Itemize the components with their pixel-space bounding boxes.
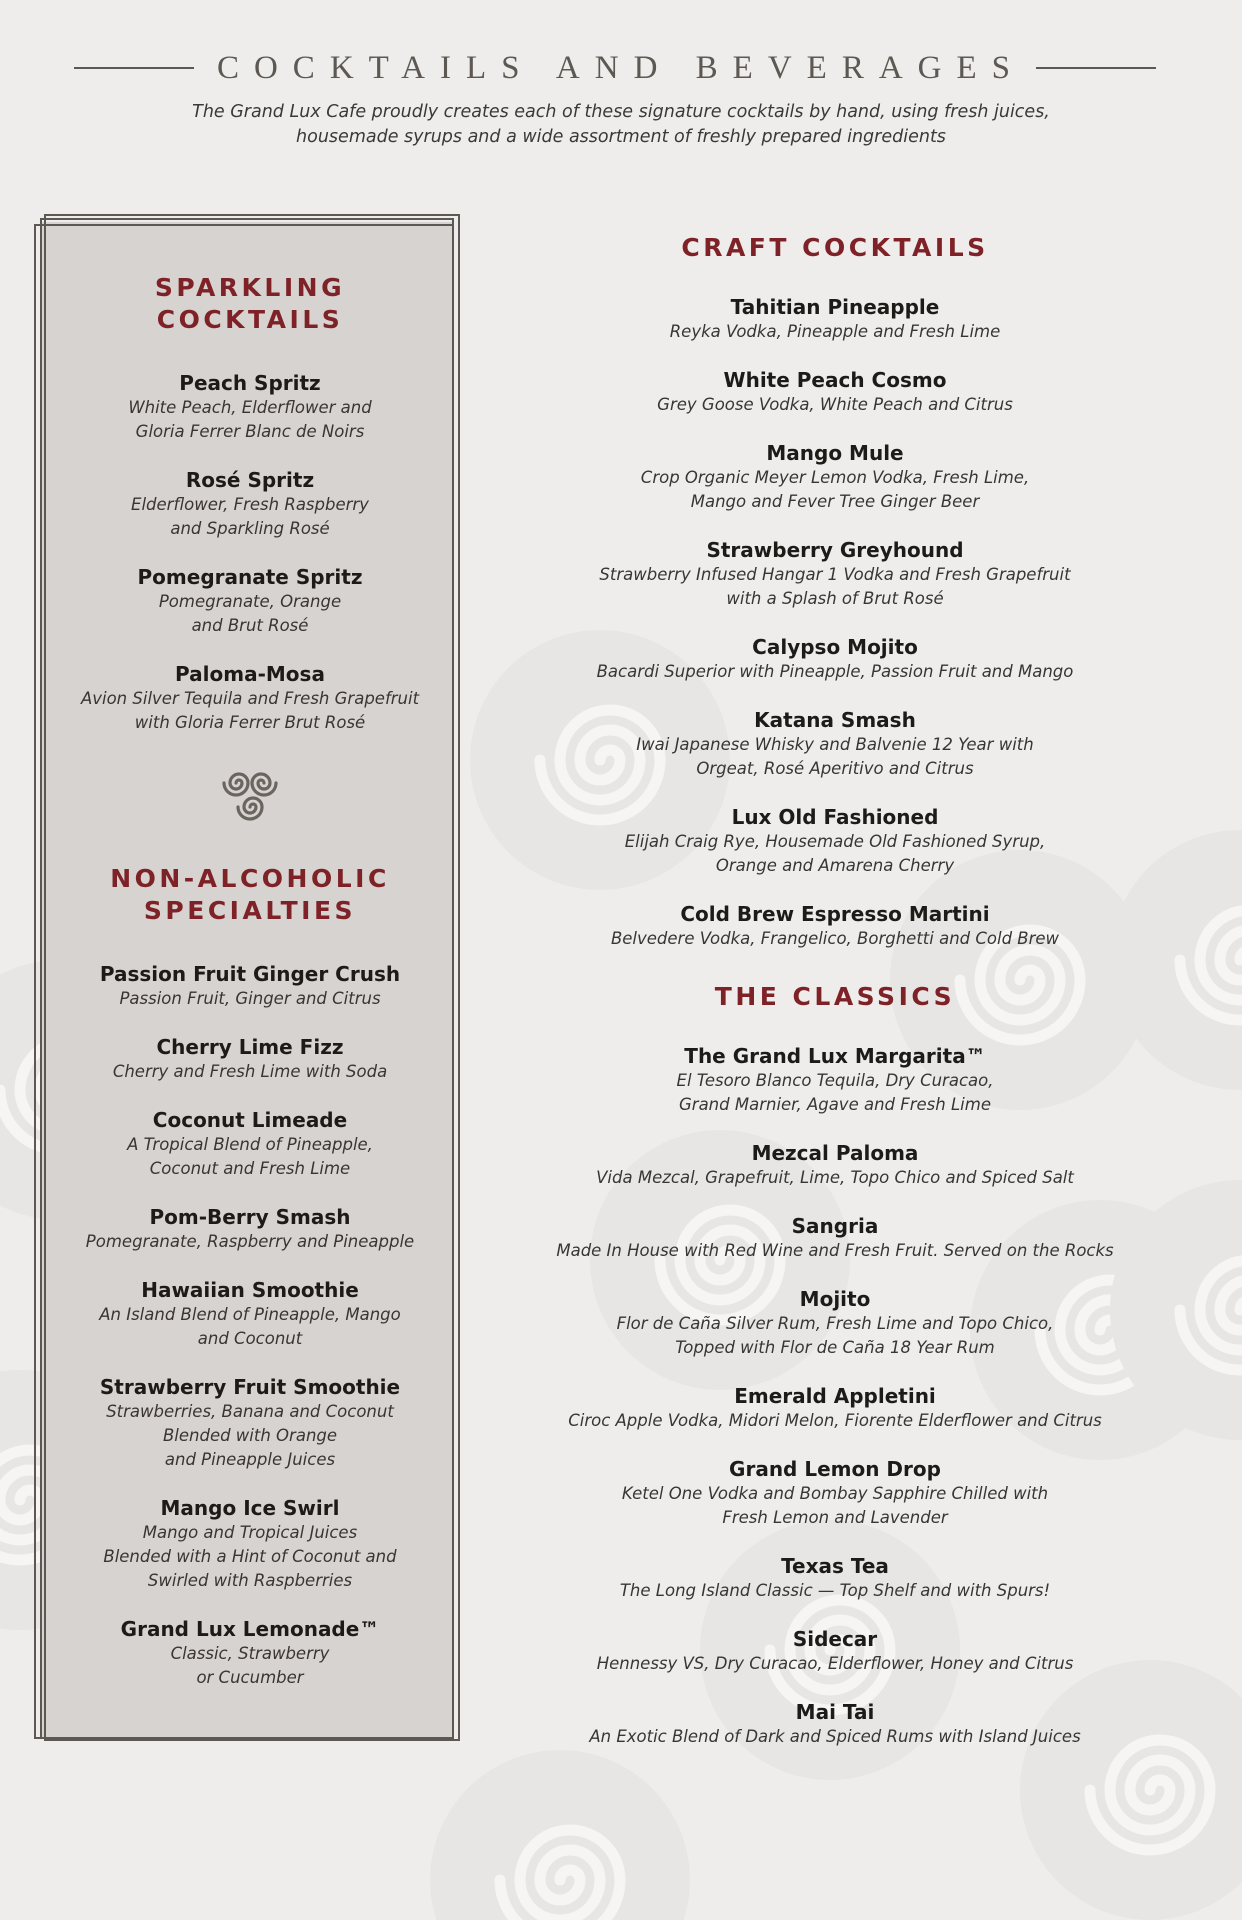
section-title-classics: THE CLASSICS — [714, 982, 956, 1011]
title-row — [0, 48, 1242, 88]
item-description: An Island Blend of Pineapple, Mango — [99, 1305, 401, 1324]
right-column — [520, 232, 1150, 1772]
item-description: Iwai Japanese Whisky and Balvenie 12 Year with — [636, 735, 1034, 754]
item-description: Mango and Fever Tree Ginger Beer — [690, 492, 980, 511]
menu-item — [60, 564, 440, 638]
menu-item — [520, 440, 1150, 514]
item-name: Cherry Lime Fizz — [156, 1035, 344, 1059]
item-name: Calypso Mojito — [752, 635, 918, 659]
menu-item — [520, 901, 1150, 951]
item-name: Mango Mule — [766, 441, 904, 465]
menu-item — [60, 961, 440, 1011]
item-description: A Tropical Blend of Pineapple, — [127, 1135, 373, 1154]
menu-item — [520, 1553, 1150, 1603]
item-description: Ciroc Apple Vodka, Midori Melon, Fiorente Elderflower and Citrus — [568, 1411, 1102, 1430]
item-description: Grey Goose Vodka, White Peach and Citrus — [657, 395, 1013, 414]
menu-item — [60, 1495, 440, 1593]
intro-line: housemade syrups and a wide assortment of freshly prepared ingredients — [296, 127, 946, 147]
item-description: Orgeat, Rosé Aperitivo and Citrus — [696, 759, 974, 778]
section-title-craft: CRAFT COCKTAILS — [681, 233, 989, 262]
menu-item — [60, 1204, 440, 1254]
item-name: Peach Spritz — [179, 371, 321, 395]
section-title-sparkling — [60, 272, 440, 336]
item-description: Avion Silver Tequila and Fresh Grapefruit — [80, 689, 420, 708]
page-header — [0, 48, 1242, 150]
item-description: Vida Mezcal, Grapefruit, Lime, Topo Chico and Spiced Salt — [596, 1168, 1074, 1187]
item-description: Topped with Flor de Caña 18 Year Rum — [675, 1338, 995, 1357]
item-name: Sidecar — [792, 1627, 878, 1651]
item-description: Pomegranate, Orange — [158, 592, 342, 611]
item-description: Strawberry Infused Hangar 1 Vodka and Fresh Grapefruit — [599, 565, 1071, 584]
item-name: Lux Old Fashioned — [731, 805, 939, 829]
item-description: Ketel One Vodka and Bombay Sapphire Chilled with — [621, 1484, 1049, 1503]
item-name: Pom-Berry Smash — [149, 1205, 351, 1229]
item-description: Elderflower, Fresh Raspberry — [131, 495, 369, 514]
item-name: Emerald Appletini — [734, 1384, 936, 1408]
menu-item — [520, 634, 1150, 684]
section-title-line: COCKTAILS — [156, 305, 344, 334]
item-description: and Brut Rosé — [191, 616, 309, 635]
menu-item — [520, 1043, 1150, 1117]
item-description: and Sparkling Rosé — [170, 519, 330, 538]
item-name: Strawberry Fruit Smoothie — [99, 1375, 401, 1399]
menu-item — [60, 1616, 440, 1690]
item-name: Paloma-Mosa — [175, 662, 325, 686]
menu-item — [520, 804, 1150, 878]
item-name: Mojito — [799, 1287, 871, 1311]
section-title-line: SPARKLING — [154, 273, 346, 302]
menu-item — [520, 1699, 1150, 1749]
item-description: An Exotic Blend of Dark and Spiced Rums with Island Juices — [589, 1727, 1081, 1746]
item-description: Hennessy VS, Dry Curacao, Elderflower, Honey and Citrus — [596, 1654, 1074, 1673]
item-name: Mai Tai — [795, 1700, 875, 1724]
item-name: Katana Smash — [754, 708, 916, 732]
menu-item — [60, 467, 440, 541]
item-description: The Long Island Classic — Top Shelf and with Spurs! — [619, 1581, 1051, 1600]
item-name: Tahitian Pineapple — [730, 295, 940, 319]
section-title-line: NON-ALCOHOLIC — [110, 864, 390, 893]
item-name: Mango Ice Swirl — [160, 1496, 340, 1520]
item-description: Grand Marnier, Agave and Fresh Lime — [679, 1095, 991, 1114]
item-name: Coconut Limeade — [152, 1108, 348, 1132]
item-description: Mango and Tropical Juices — [142, 1523, 358, 1542]
menu-item — [520, 537, 1150, 611]
section-title-line: SPECIALTIES — [143, 896, 357, 925]
item-description: with a Splash of Brut Rosé — [726, 589, 944, 608]
menu-item — [60, 1374, 440, 1472]
menu-item — [520, 1456, 1150, 1530]
item-name: Passion Fruit Ginger Crush — [99, 962, 401, 986]
item-description: with Gloria Ferrer Brut Rosé — [134, 713, 366, 732]
item-description: Gloria Ferrer Blanc de Noirs — [135, 422, 365, 441]
item-description: Bacardi Superior with Pineapple, Passion Fruit and Mango — [596, 662, 1074, 681]
item-description: Strawberries, Banana and Coconut — [106, 1402, 394, 1421]
item-description: Pomegranate, Raspberry and Pineapple — [85, 1232, 415, 1251]
menu-item — [520, 1140, 1150, 1190]
menu-item — [60, 370, 440, 444]
item-description: Blended with Orange — [162, 1426, 338, 1445]
item-description: Passion Fruit, Ginger and Citrus — [119, 989, 381, 1008]
item-name: Rosé Spritz — [185, 468, 315, 492]
item-name: Texas Tea — [781, 1554, 889, 1578]
item-name: Hawaiian Smoothie — [141, 1278, 359, 1302]
item-description: Orange and Amarena Cherry — [715, 856, 955, 875]
item-description: or Cucumber — [196, 1668, 304, 1687]
item-description: Cherry and Fresh Lime with Soda — [112, 1062, 388, 1081]
page-title: COCKTAILS AND BEVERAGES — [216, 50, 1026, 86]
menu-item — [520, 1213, 1150, 1263]
menu-item — [520, 1383, 1150, 1433]
item-description: El Tesoro Blanco Tequila, Dry Curacao, — [676, 1071, 994, 1090]
menu-item — [60, 1107, 440, 1181]
item-name: Cold Brew Espresso Martini — [680, 902, 990, 926]
menu-item — [60, 1034, 440, 1084]
item-description: White Peach, Elderflower and — [128, 398, 372, 417]
menu-item — [520, 707, 1150, 781]
item-name: Pomegranate Spritz — [137, 565, 363, 589]
section-title-non-alcoholic — [60, 863, 440, 927]
menu-item — [520, 367, 1150, 417]
item-description: and Pineapple Juices — [164, 1450, 336, 1469]
menu-item — [520, 1286, 1150, 1360]
item-name: Strawberry Greyhound — [706, 538, 964, 562]
item-description: and Coconut — [197, 1329, 303, 1348]
triple-spiral-icon — [218, 765, 282, 825]
item-description: Belvedere Vodka, Frangelico, Borghetti and Cold Brew — [610, 929, 1060, 948]
intro-text — [171, 100, 1071, 150]
title-rule-right — [1036, 67, 1156, 69]
intro-line: The Grand Lux Cafe proudly creates each of these signature cocktails by hand, using fresh juices, — [192, 102, 1050, 122]
item-name: White Peach Cosmo — [723, 368, 947, 392]
item-description: Blended with a Hint of Coconut and — [103, 1547, 397, 1566]
item-description: Classic, Strawberry — [170, 1644, 330, 1663]
item-description: Elijah Craig Rye, Housemade Old Fashioned Syrup, — [624, 832, 1046, 851]
item-name: Sangria — [791, 1214, 879, 1238]
item-description: Fresh Lemon and Lavender — [722, 1508, 948, 1527]
item-name: The Grand Lux Margarita™ — [684, 1044, 986, 1068]
item-name: Mezcal Paloma — [751, 1141, 919, 1165]
item-description: Crop Organic Meyer Lemon Vodka, Fresh Lime, — [640, 468, 1030, 487]
item-description: Coconut and Fresh Lime — [149, 1159, 351, 1178]
left-column — [60, 272, 440, 1713]
menu-item — [520, 294, 1150, 344]
item-name: Grand Lemon Drop — [729, 1457, 941, 1481]
menu-item — [60, 1277, 440, 1351]
item-description: Reyka Vodka, Pineapple and Fresh Lime — [669, 322, 1001, 341]
item-description: Swirled with Raspberries — [147, 1571, 353, 1590]
menu-item — [60, 661, 440, 735]
item-description: Flor de Caña Silver Rum, Fresh Lime and Topo Chico, — [616, 1314, 1054, 1333]
menu-item — [520, 1626, 1150, 1676]
item-description: Made In House with Red Wine and Fresh Fruit. Served on the Rocks — [556, 1241, 1114, 1260]
item-name: Grand Lux Lemonade™ — [120, 1617, 380, 1641]
